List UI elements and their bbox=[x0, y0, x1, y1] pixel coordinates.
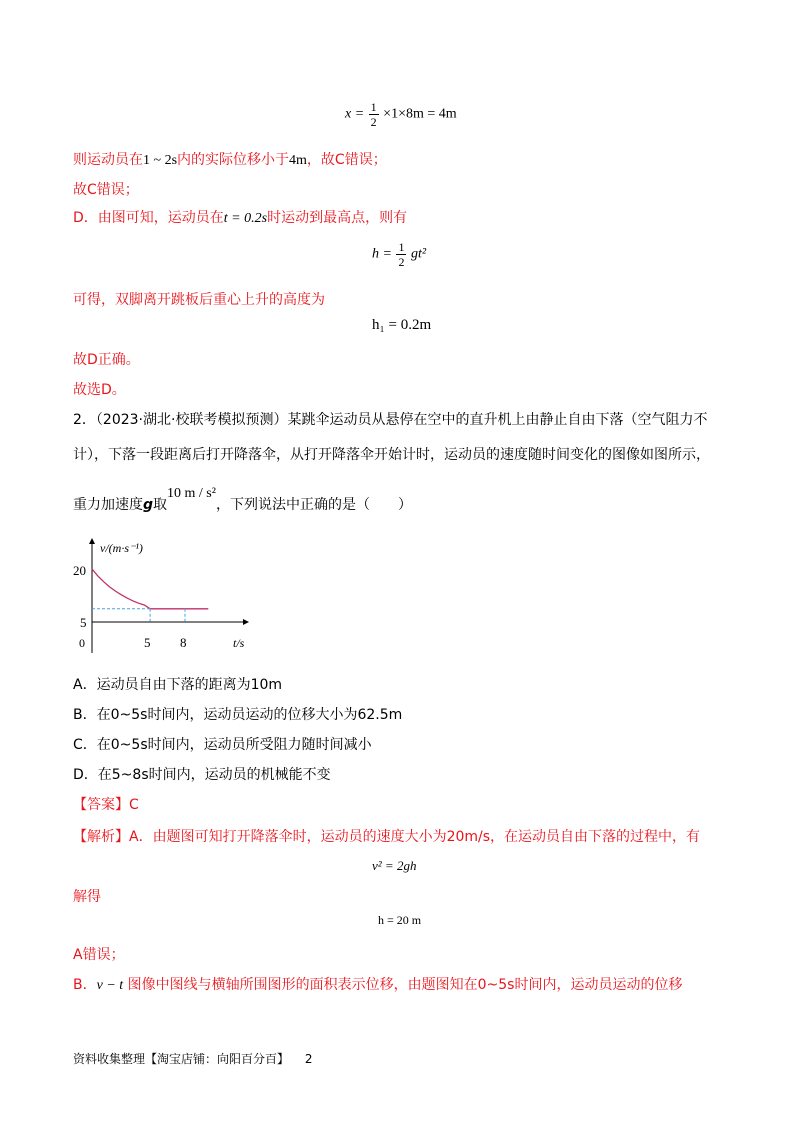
text-b-line: B．v − t 图像中图线与横轴所围图形的面积表示位移，由题图知在0~5s时间内，运动员运动的位移 bbox=[73, 977, 683, 993]
eq1-rhs: ×1×8m = 4m bbox=[383, 106, 457, 122]
option-d: D．在5~8s时间内，运动员的机械能不变 bbox=[73, 767, 331, 783]
equation-h1: h₁ = 0.2m bbox=[372, 317, 432, 333]
option-c: C．在0~5s时间内，运动员所受阻力随时间减小 bbox=[73, 737, 372, 753]
equation-h20: h = 20 m bbox=[378, 913, 422, 927]
page-number: 2 bbox=[304, 1052, 313, 1066]
text-line-2: 故C错误； bbox=[73, 182, 139, 198]
y-axis-label: v/(m·s⁻¹) bbox=[100, 541, 143, 555]
analysis-line: 【解析】A．由题图可知打开降落伞时，运动员的速度大小为20m/s，在运动员自由下落的过程中，有 bbox=[73, 829, 701, 845]
text-line-3: D．由图可知，运动员在t = 0.2s时运动到最高点，则有 bbox=[73, 210, 408, 226]
equation-displacement bbox=[345, 100, 457, 129]
equation-v2: v² = 2gh bbox=[372, 858, 417, 873]
eq2-fraction: $\frac{1}{2}$ bbox=[398, 240, 405, 269]
x-axis-label: t/s bbox=[233, 636, 245, 650]
text-jiede: 解得 bbox=[73, 889, 101, 905]
velocity-curve bbox=[92, 569, 208, 609]
question-line-1: 2．（2023·湖北·校联考模拟预测）某跳伞运动员从悬停在空中的直升机上由静止自由下落（空气阻力不 bbox=[73, 412, 708, 428]
origin-label: 0 bbox=[79, 636, 85, 650]
text-line-6: 故选D。 bbox=[73, 382, 126, 398]
x-tick-label: 5 bbox=[144, 635, 151, 650]
x-tick-label: 8 bbox=[180, 635, 187, 650]
option-a: A．运动员自由下落的距离为10m bbox=[73, 677, 283, 693]
footer-text: 资料收集整理【淘宝店铺：向阳百分百】 bbox=[73, 1052, 290, 1066]
y-tick-label: 20 bbox=[73, 563, 86, 578]
equation-height: h = $\frac{1}{2}$ gt² bbox=[372, 240, 427, 269]
option-b: B．在0~5s时间内，运动员运动的位移大小为62.5m bbox=[73, 707, 403, 723]
text-line-4: 可得，双脚离开跳板后重心上升的高度为 bbox=[73, 292, 325, 308]
text-a-wrong: A错误； bbox=[73, 947, 125, 963]
question-line-2: 计），下落一段距离后打开降落伞，从打开降落伞开始计时，运动员的速度随时间变化的图像如图所示， bbox=[73, 447, 710, 463]
eq1-lhs: x = bbox=[345, 106, 365, 122]
velocity-time-chart bbox=[70, 535, 270, 660]
text-line-1: 则运动员在1 ~ 2s内的实际位移小于4m，故C错误； bbox=[73, 152, 387, 168]
y-tick-label: 5 bbox=[80, 615, 87, 630]
page-footer bbox=[73, 1050, 312, 1067]
question-line-3: 重力加速度g取10 m / s²，下列说法中正确的是（ ） bbox=[73, 486, 412, 513]
eq1-fraction: $\frac{1}{2}$ bbox=[370, 100, 377, 129]
text-line-5: 故D正确。 bbox=[73, 352, 140, 368]
answer: 【答案】C bbox=[73, 797, 139, 813]
